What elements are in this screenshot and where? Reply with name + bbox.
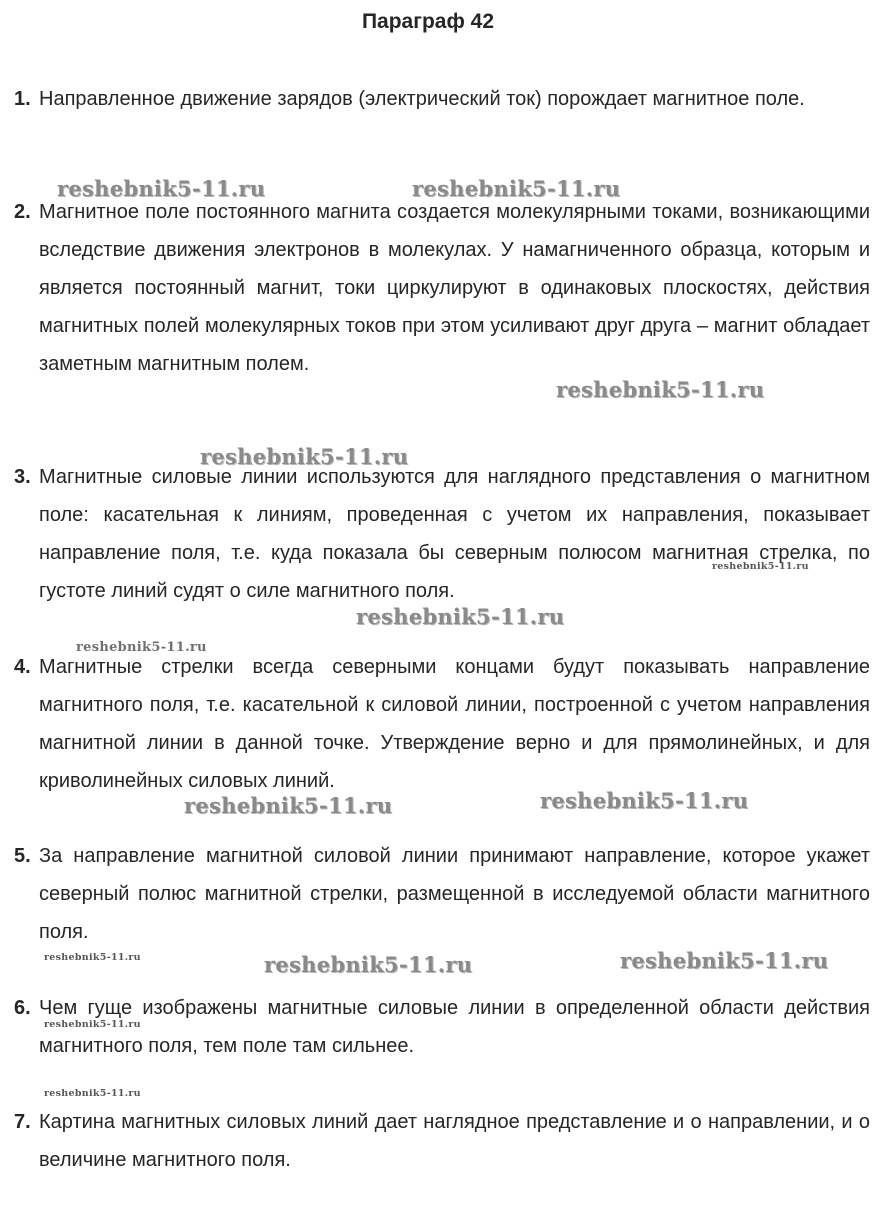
watermark: reshebnik5-11.ru — [184, 793, 393, 818]
answer-number: 4. — [14, 656, 31, 678]
watermark: reshebnik5-11.ru — [76, 640, 207, 655]
answer-text: Направленное движение зарядов (электрический ток) порождает магнитное поле. — [39, 88, 805, 110]
watermark: reshebnik5-11.ru — [57, 176, 266, 201]
answer-item-5 — [14, 837, 870, 951]
watermark: reshebnik5-11.ru — [356, 604, 565, 629]
answer-item-2 — [14, 193, 870, 383]
answer-text: Картина магнитных силовых линий дает наглядное представление и о направлении, и о величине магнитного поля. — [39, 1111, 870, 1171]
watermark: reshebnik5-11.ru — [712, 561, 809, 572]
answer-number: 6. — [14, 997, 31, 1019]
watermark: reshebnik5-11.ru — [412, 176, 621, 201]
answer-item-7 — [14, 1103, 870, 1179]
answer-text: Магнитные стрелки всегда северными концами будут показывать направление магнитного поля, т.е. касательной к силовой линии, построенной с учетом направления магнитной линии в данной точке. Утверждение верно и для прямолинейных, и для криволинейных силовых линий. — [39, 656, 870, 792]
answer-item-3 — [14, 458, 870, 610]
watermark: reshebnik5-11.ru — [556, 377, 765, 402]
answer-text: За направление магнитной силовой линии принимают направление, которое укажет северный полюс магнитной стрелки, размещенной в исследуемой области магнитного поля. — [39, 845, 870, 943]
watermark: reshebnik5-11.ru — [44, 1019, 141, 1030]
watermark: reshebnik5-11.ru — [264, 952, 473, 977]
answer-text: Магнитное поле постоянного магнита создается молекулярными токами, возникающими вследствие движения электронов в молекулах. У намагниченного образца, которым и является постоянный магнит, токи циркулируют в одинаковых плоскостях, действия магнитных полей молекулярных токов при этом усиливают друг друга – магнит обладает заметным магнитным полем. — [39, 201, 870, 375]
answer-item-1 — [14, 80, 870, 118]
watermark: reshebnik5-11.ru — [540, 788, 749, 813]
answer-text: Магнитные силовые линии используются для наглядного представления о магнитном поле: касательная к линиям, проведенная с учетом их направления, показывает направление поля, т.е. куда показала бы северным полюсом магнитная стрелка, по густоте линий судят о силе магнитного поля. — [39, 466, 870, 602]
answer-number: 1. — [14, 88, 31, 110]
watermark: reshebnik5-11.ru — [44, 952, 141, 963]
page-title: Параграф 42 — [361, 10, 495, 33]
answer-number: 3. — [14, 466, 31, 488]
watermark: reshebnik5-11.ru — [44, 1088, 141, 1099]
watermark: reshebnik5-11.ru — [200, 444, 409, 469]
watermark: reshebnik5-11.ru — [620, 948, 829, 973]
answer-number: 5. — [14, 845, 31, 867]
answer-item-6 — [14, 989, 870, 1065]
answer-number: 2. — [14, 201, 31, 223]
answer-item-4 — [14, 648, 870, 800]
answer-text: Чем гуще изображены магнитные силовые линии в определенной области действия магнитного поля, тем поле там сильнее. — [39, 997, 870, 1057]
answer-number: 7. — [14, 1111, 31, 1133]
